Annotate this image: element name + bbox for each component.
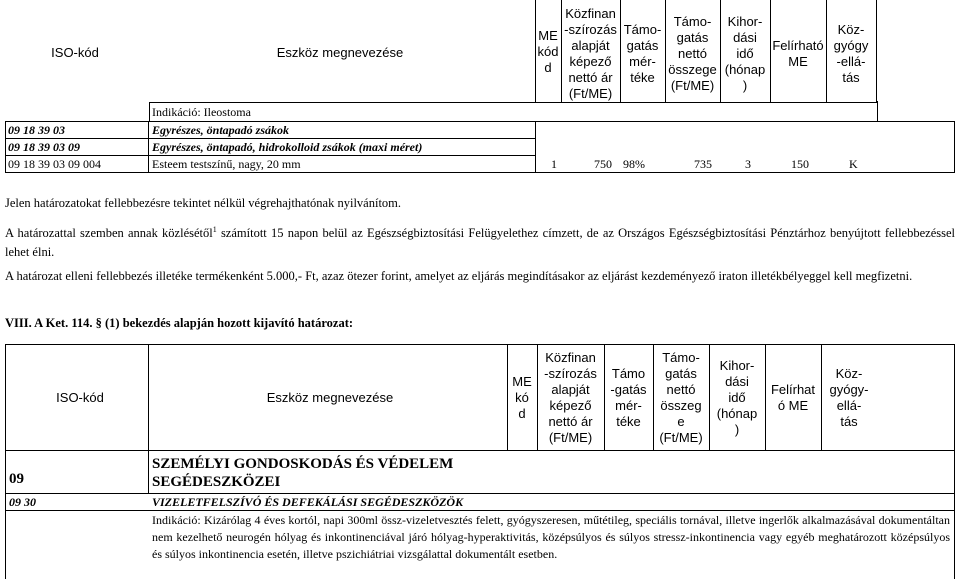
header-kozfinan: Közfinan -szírozás alapját képező nettó ár (Ft/ME) [544, 350, 597, 445]
header-tam-osszeg: Támo- gatás nettó összege (Ft/ME) [668, 14, 717, 93]
indikacio-label: Indikáció: Ileostoma [152, 105, 251, 119]
item-kozgyogy: K [849, 157, 858, 171]
item-amount: 735 [694, 157, 712, 171]
header-kihordasi: Kihor- dási idő (hónap ) [724, 14, 766, 93]
subgroup-code: 09 30 [9, 495, 36, 509]
row-name: Egyrészes, öntapadó zsákok [152, 123, 290, 137]
header-iso: ISO-kód [56, 390, 104, 405]
group-code: 09 [9, 471, 24, 487]
header-iso: ISO-kód [51, 45, 99, 60]
header-kihordasi: Kihor- dási idő (hónap ) [716, 358, 758, 437]
header-kozgyogy: Köz- gyógy- ellá- tás [829, 366, 869, 429]
paragraph-fee: A határozat elleni fellebbezés illetéke termékenként 5.000,- Ft, azaz ötezer forint, amelyet az eljárás megindításakor az eljárást kezdeményező iraton illetékbélyeggel kell megfizetni. [5, 269, 913, 283]
item-qty: 150 [791, 157, 809, 171]
row-name: Egyrészes, öntapadó, hidrokolloid zsákok (maxi méret) [152, 140, 423, 154]
group-name: SZEMÉLYI GONDOSKODÁS ÉS VÉDELEM SEGÉDESZKÖZEI [152, 456, 454, 490]
header-name: Eszköz megnevezése [266, 390, 394, 405]
item-code: 09 18 39 03 09 004 [8, 157, 101, 171]
paragraph-enforcement: Jelen határozatokat fellebbezésre tekintet nélkül végrehajthatónak nyilvánítom. [5, 196, 402, 210]
item-months: 3 [745, 157, 751, 171]
header-tam-osszeg: Támo- gatás nettó összeg e (Ft/ME) [659, 350, 703, 445]
section-heading: VIII. A Ket. 114. § (1) bekezdés alapján hozott kijavító határozat: [5, 316, 354, 330]
row-code: 09 18 39 03 09 [8, 140, 80, 154]
paragraph-appeal: A határozattal szemben annak közlésétől$^1$ számított 15 napon belül az Egészségbiztosítási Felügyelethez címzett, de az Országos Egészségbiztosítási Pénztárhoz benyújtott fellebbezéssel lehet élni. [5, 225, 955, 260]
row-code: 09 18 39 03 [8, 123, 65, 137]
header-me-kod: ME kó d [512, 374, 532, 421]
header-felirhato: Felírhat ó ME [770, 382, 816, 413]
item-name: Esteem testszínű, nagy, 20 mm [152, 157, 301, 171]
header-felirhato: Felírható ME [772, 38, 824, 69]
item-price: 750 [594, 157, 612, 171]
header-kozgyogy: Köz- gyógy -ellá- tás [833, 22, 869, 85]
header-tam-mertek: Támo- gatás mér- téke [623, 22, 662, 85]
item-me-kod: 1 [551, 157, 557, 171]
header-kozfinan: Közfinan -szírozás alapját képező nettó ár (Ft/ME) [564, 6, 617, 101]
item-pct: 98% [623, 157, 645, 171]
header-tam-mertek: Támo -gatás mér- téke [610, 366, 647, 429]
subgroup-name: VIZELETFELSZÍVÓ ÉS DEFEKÁLÁSI SEGÉDESZKÖZÖK [152, 495, 464, 509]
header-name: Eszköz megnevezése [276, 45, 404, 60]
indikacio-text: Indikáció: Kizárólag 4 éves kortól, napi 300ml össz-vizeletvesztés felett, gyógyszeresen, műtétileg, speciális tornával, illetve ingerlők alkalmazásával dokumentáltan nem kezelhető neurogén hólyag és inkontinenciával járó hólyag-hyperaktivitás, középsúlyos és súlyos stressz-inkontinencia vagy egyéb meghatározott középsúlyos és súlyos inkontinencia esetén, illetve pszichiátriai vizsgálattal dokumentált esetben. [152, 513, 950, 561]
header-me-kod: ME kód d [537, 28, 559, 75]
